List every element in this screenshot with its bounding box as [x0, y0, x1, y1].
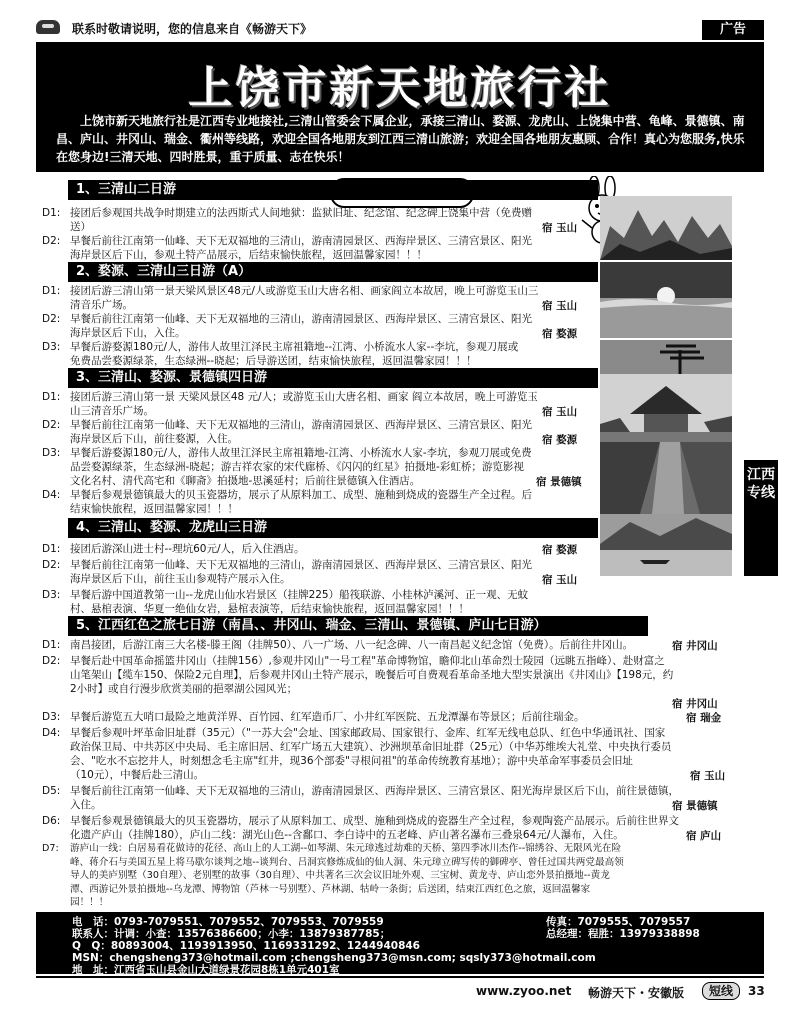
photo-mountain-peaks	[600, 196, 732, 260]
tour5-day1-hotel: 宿 井冈山	[672, 640, 718, 652]
section-title-2: 2、婺源、三清山三日游（A）	[68, 262, 598, 282]
fax-label: 传真：	[546, 916, 578, 928]
agency-title: 上饶市新天地旅行社	[188, 63, 612, 114]
section-title-3: 3、三清山、婺源、景德镇四日游	[68, 368, 598, 388]
tour5-day4: D4: 早餐后参观叶坪革命旧址群（35元）（"一苏大会"会址、国家邮政局、国家银行、金库、红军无线电总队、红色中华通讯社、国家 政治保卫局、中共苏区中央局、毛主席旧居、红军广场五大建筑）、沙洲坝革命旧址群（25元）（中华苏维埃大礼堂、中央执行委员 会、"吃水不忘挖井人，时刻想念毛主席"红井，现36个部委"寻根问祖"的革命传统教育基地）；游中央革命军事委员会旧址 （10元），中餐后赴三清山。	[42, 727, 672, 781]
tour1-day1-hotel: 宿 玉山	[542, 222, 578, 234]
address-label: 地 址：	[72, 964, 114, 976]
section-title-4: 4、三清山、婺源、龙虎山三日游	[68, 518, 598, 538]
tour4-day1-hotel: 宿 婺源	[542, 544, 578, 556]
qq-value: 80893004、1193913950、1169331292、1244940846	[110, 940, 420, 952]
tour2-day1: D1: 接团后游三清山第一景天梁风景区48元/人或游览玉山大唐名相、画家阎立本故居，晚上可游览玉山三 清音乐广场。	[42, 285, 539, 311]
tour3-day1-hotel: 宿 玉山	[542, 406, 578, 418]
tour5-day3: D3: 早餐后游览五大哨口最险之地黄洋界、百竹园、红军造币厂、小井红军医院、五龙潭瀑布等景区；后前往瑞金。	[42, 711, 585, 723]
tour5-day2: D2: 早餐后赴中国革命摇篮井冈山（挂牌156）,参观井冈山"一号工程"革命博物馆，瞻仰北山革命烈士陵园（远眺五指峰）、赴财富之 山笔架山【缆车150、保险2元自理】，后参观井冈山土特产展示，晚餐后可自费观看革命圣地大型实景演出《井冈山》【198元，约 2小时】或自行漫步欣赏美丽的挹翠湖公园风光；	[42, 655, 674, 695]
ad-tag: 广告	[702, 20, 764, 40]
notice-bar	[36, 18, 764, 44]
phone-value: 0793-7079551、7079552、7079553、7079559	[114, 916, 384, 928]
tour2-day2: D2: 早餐后前往江南第一仙峰、天下无双福地的三清山，游南清园景区、西海岸景区、三清宫景区、阳光 海岸景区后下山，入住。	[42, 313, 532, 339]
tour5-day6-hotel: 宿 庐山	[686, 830, 722, 842]
tour3-day3-hotel: 宿 景德镇	[536, 476, 582, 488]
qq-label: Q Q：	[72, 940, 111, 952]
section-title-5: 5、江西红色之旅七日游（南昌、、井冈山、瑞金、三清山、景德镇、庐山七日游）	[68, 616, 648, 636]
tour5-day3-hotel: 宿 瑞金	[686, 712, 722, 724]
tour5-day1: D1: 南昌接团，后游江南三大名楼-滕王阁（挂牌50）、八一广场、八一纪念碑、八一南昌起义纪念馆（免费）。后前往井冈山。	[42, 639, 634, 651]
tour5-day4-hotel: 宿 玉山	[690, 770, 726, 782]
tour5-day5-hotel: 宿 景德镇	[672, 800, 718, 812]
tour4-day3: D3: 早餐后游中国道教第一山--龙虎山仙水岩景区（挂牌225）船筏联游、小桂林泸溪河、正一观、无蚊 村、悬棺表演、华夏一绝仙女岩，悬棺表演等，后结束愉快旅程，返回温馨家园！！！	[42, 589, 529, 615]
agency-intro: 上饶市新天地旅行社是江西专业地接社,三清山管委会下属企业，承接三清山、婺源、龙虎山、上饶集中营、龟峰、景德镇、南昌、庐山、井冈山、瑞金、衢州等线路，欢迎全国各地朋友到江西三清山旅游；欢迎全国各地朋友惠顾、合作！真心为您服务,快乐在您身边!三清天地、四时胜景，重于质量、志在快乐！	[56, 114, 745, 164]
tour5-day5: D5: 早餐后前往江南第一仙峰、天下无双福地的三清山，游南清园景区、西海岸景区、三清宫景区、阳光海岸景区后下山，前往景德镇， 入住。	[42, 785, 679, 811]
magazine-logo-icon	[36, 20, 60, 34]
tour4-day2-hotel: 宿 玉山	[542, 574, 578, 586]
short-route-pill: 短线	[702, 982, 740, 1000]
contact-rows	[36, 912, 764, 974]
photo-sunrise-sea-of-clouds	[600, 262, 732, 338]
phone-label: 电 话：	[72, 916, 114, 928]
gm-label: 总经理：	[546, 928, 588, 940]
tour3-day1: D1: 接团后游三清山第一景 天梁风景区48 元/人；或游览玉山大唐名相、画家 阎立本故居，晚上可游览玉 山三清音乐广场。	[42, 391, 538, 417]
side-tab-jiangxi: 江西专线	[744, 460, 778, 576]
photo-pine-tree	[600, 340, 732, 374]
address-value: 江西省玉山县金山大道绿景花园8栋1单元401室	[114, 964, 340, 976]
tour4-day2: D2: 早餐后前往江南第一仙峰、天下无双福地的三清山，游南清园景区、西海岸景区、三清宫景区、阳光 海岸景区后下山，前往玉山参观特产展示入住。	[42, 559, 532, 585]
tour3-day2-hotel: 宿 婺源	[542, 434, 578, 446]
tour1-day1: D1: 接团后参观国共战争时期建立的法西斯式人间地狱：监狱旧址、纪念馆、纪念碑上饶集中营（免费赠 送）	[42, 207, 532, 233]
msn-value: chengsheng373@hotmail.com ;chengsheng373@msn.com; sqsly373@hotmail.com	[109, 952, 596, 964]
website-url[interactable]: www.zyoo.net	[476, 984, 572, 998]
tour5-day6: D6: 早餐后参观景德镇最大的贝玉瓷器坊，展示了从原料加工、成型、施釉到烧成的瓷器生产全过程，参观陶瓷产品展示。后前往世界文 化遗产庐山（挂牌180），庐山二线：湖光山色--含鄱口、李白诗中的五老峰、庐山著名瀑布三叠泉64元/人瀑布，入住。	[42, 815, 679, 841]
tour2-day3: D3: 早餐后游婺源180元/人，游伟人故里江泽民主席祖籍地--江湾、小桥流水人家--李坑，参观刀展或 免费品尝婺源绿茶，生态绿洲--晓起；后导游送团，结束愉快旅程，返回温馨家园！！！	[42, 341, 519, 367]
tour3-day4: D4: 早餐后参观景德镇最大的贝玉瓷器坊，展示了从原料加工、成型、施釉到烧成的瓷器生产全过程。后 结束愉快旅程，返回温馨家园！！！	[42, 489, 532, 515]
photo-colorful-valley	[600, 442, 732, 514]
tour2-day1-hotel: 宿 玉山	[542, 300, 578, 312]
gm-value: 程胜：13979338898	[588, 928, 700, 940]
section-title-1: 1、三清山二日游	[68, 180, 598, 200]
contact-people-label: 联系人：	[72, 928, 114, 940]
photo-pavilion-village	[600, 374, 732, 442]
msn-label: MSN：	[72, 952, 110, 964]
tour2-day2-hotel: 宿 婺源	[542, 328, 578, 340]
tour3-day2: D2: 早餐后前往江南第一仙峰、天下无双福地的三清山，游南清园景区、西海岸景区、三清宫景区、阳光 海岸景区后下山，前往婺源，入住。	[42, 419, 532, 445]
photo-river-boats	[600, 514, 732, 576]
tour4-day1: D1: 接团后游深山进士村--理坑60元/人，后入住酒店。	[42, 543, 305, 555]
magazine-name: 畅游天下・安徽版	[588, 986, 685, 1000]
tour1-day2: D2: 早餐后前往江南第一仙峰、天下无双福地的三清山，游南清园景区、西海岸景区、三清宫景区、阳光 海岸景区后下山，参观土特产品展示，后结束愉快旅程，返回温馨家园！！！	[42, 235, 532, 261]
footer	[36, 976, 764, 1004]
notice-text: 联系时敬请说明，您的信息来自《畅游天下》	[72, 22, 313, 36]
tour5-day7: D7: 游庐山一线：白居易看花做诗的花径、高山上的人工湖--如琴湖、朱元璋逃过劫难的天桥、第四季冰川杰作--锦绣谷、无限风光在险 峰、蒋介石与美国五星上将马歇尔谈判之地--谈判台、吕洞宾修炼成仙的仙人洞、朱元璋立碑写传的御碑亭、曾任过国共两党最高领 导人的美庐别墅（30自理）、老别墅的故事（30自理）、中共著名三次会议旧址外观、三宝树、黄龙寺、庐山恋外景拍摄地--黄龙 潭、西游记外景拍摄地--乌龙潭、博物馆（芦林一号别墅）、芦林湖、牯岭一条街；后送团，结束江西红色之旅，返回温馨家 园！！！	[42, 843, 624, 908]
tour5-day2-hotel: 宿 井冈山	[672, 698, 718, 710]
tour3-day3: D3: 早餐后游婺源180元/人，游伟人故里江泽民主席祖籍地-江湾、小桥流水人家-李坑，参观刀展或免费 品尝婺源绿茶，生态绿洲-晓起；游吉祥农家的宋代廊桥、《闪闪的红星》拍摄地-彩虹桥；游览影视 文化名村、清代高宅和《聊斋》拍摄地-思溪延村；后前往景德镇入住酒店。	[42, 447, 532, 487]
page-number: 33	[748, 984, 765, 998]
fax-value: 7079555、7079557	[577, 916, 691, 928]
contact-people-value: 计调：小查：13576386600；小李：13879387785；	[114, 928, 391, 940]
